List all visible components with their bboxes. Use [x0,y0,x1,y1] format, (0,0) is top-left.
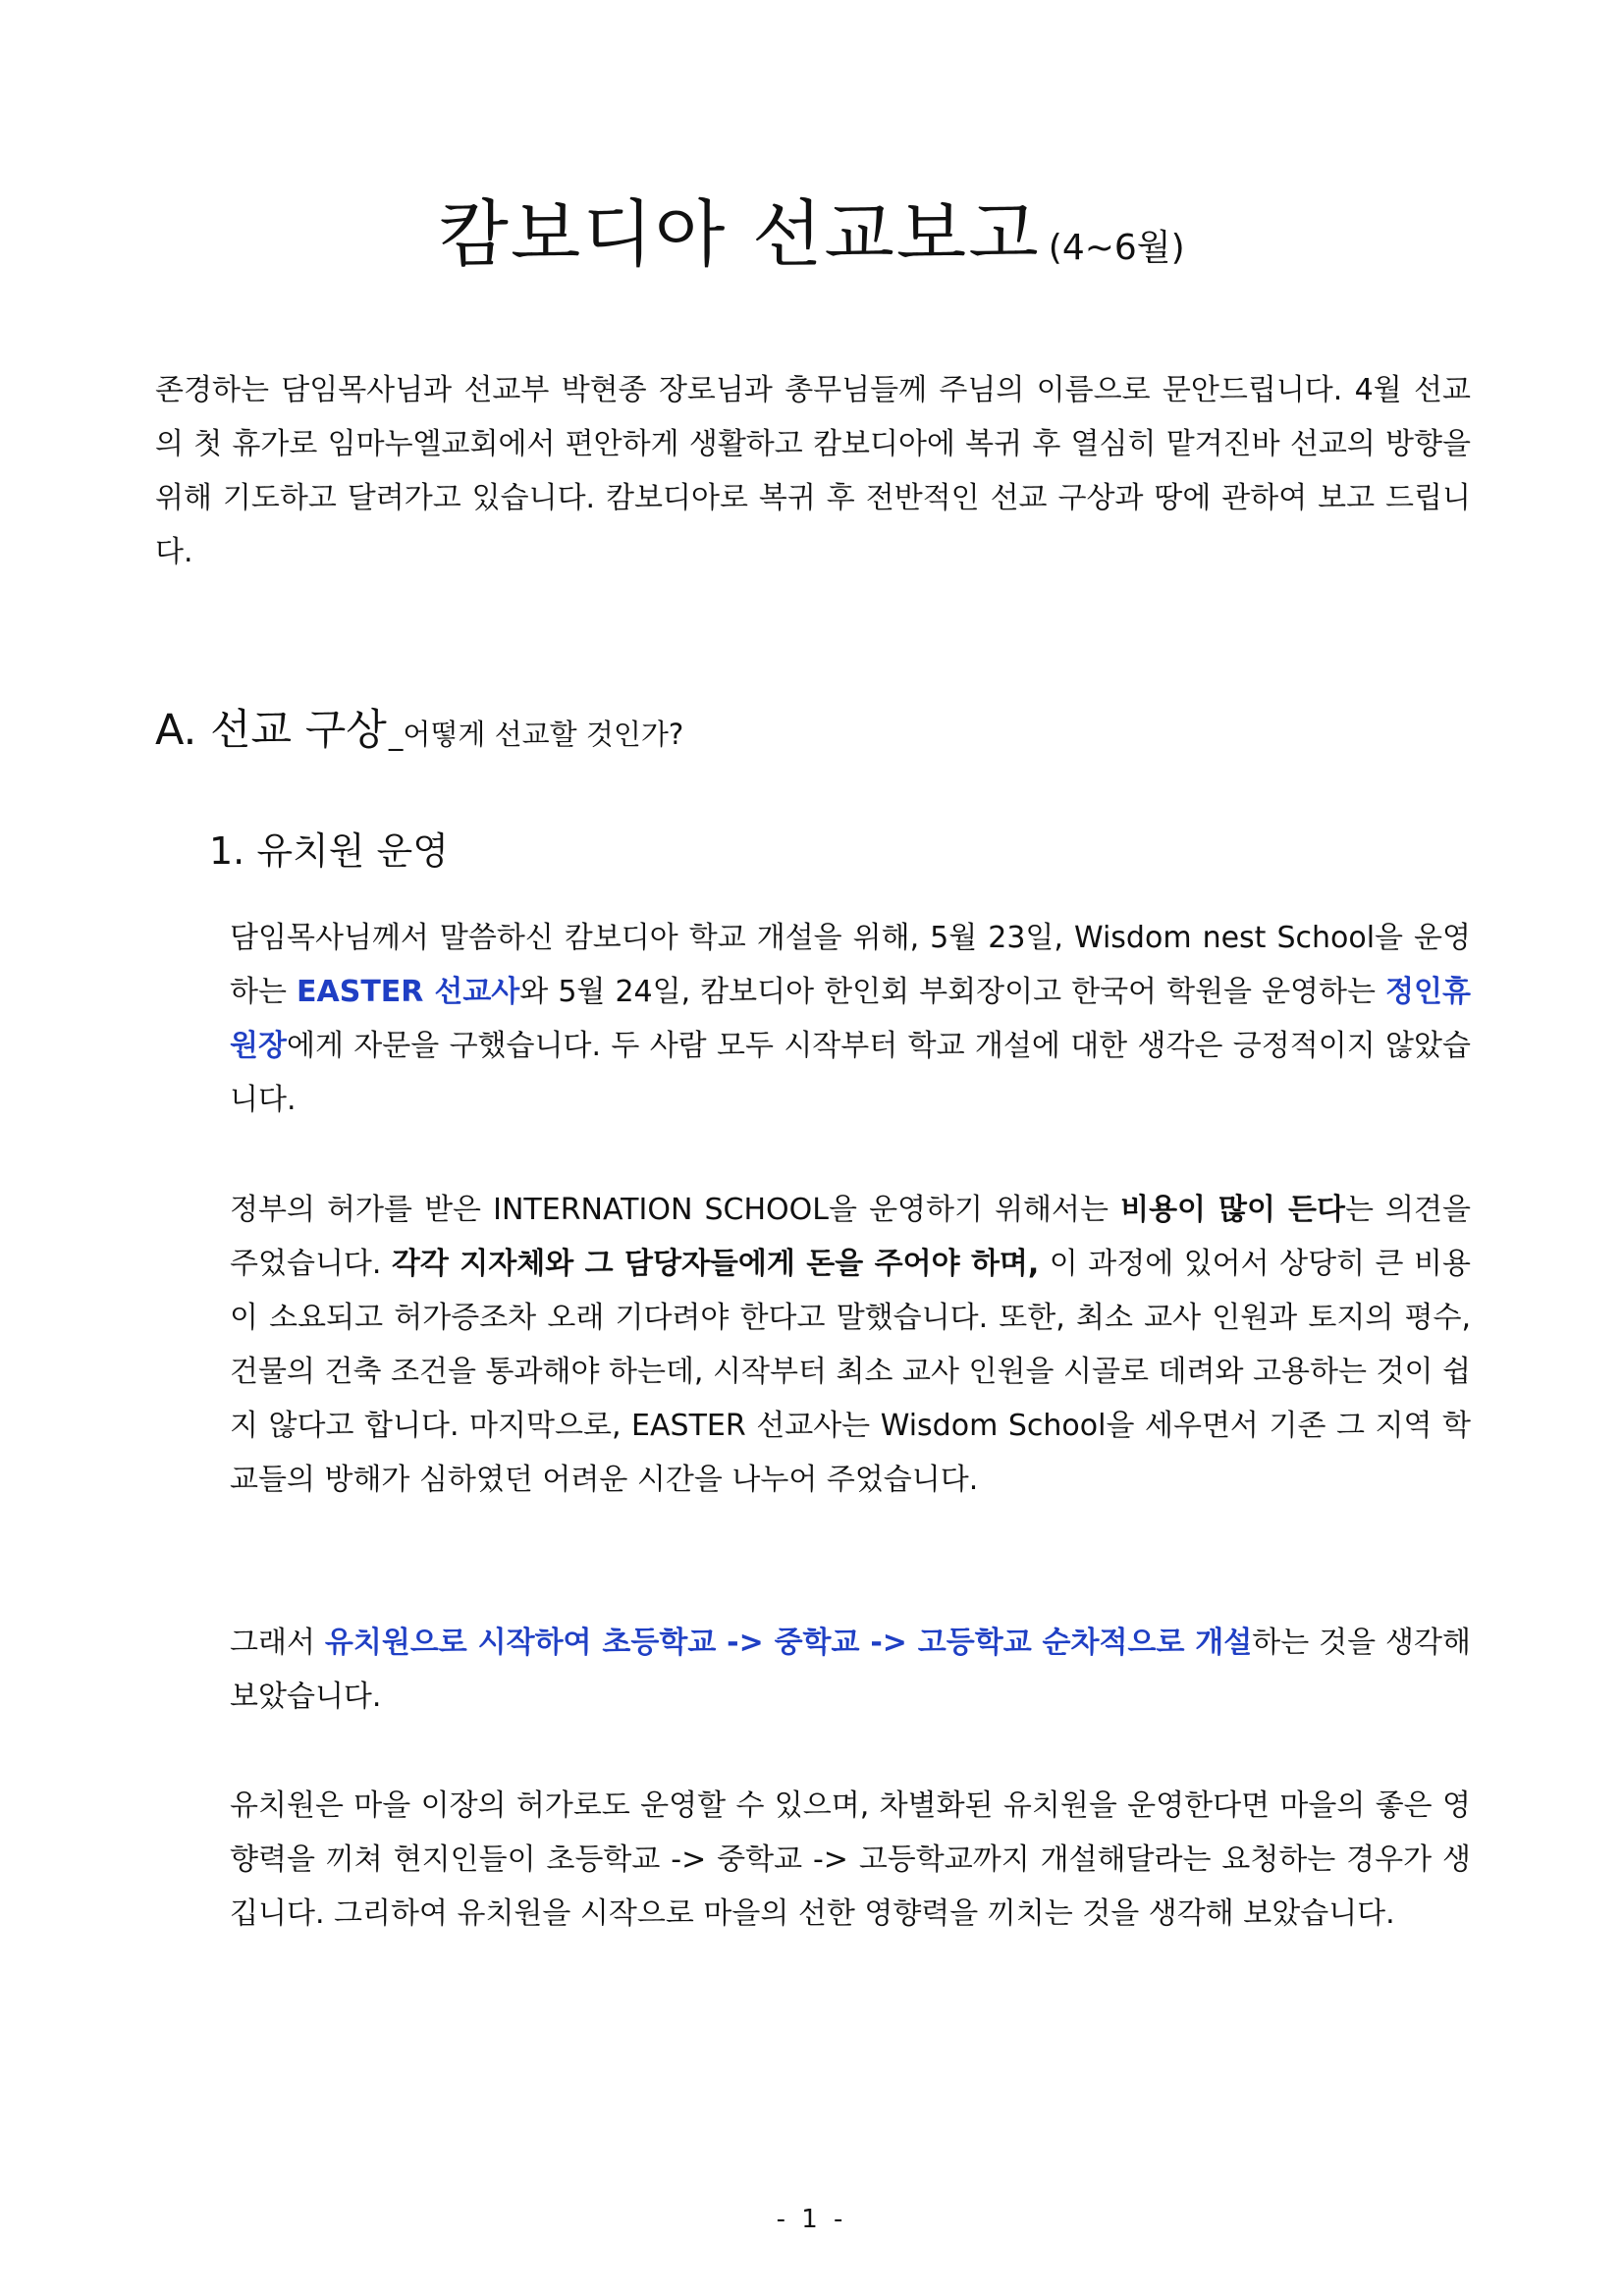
p1-text-3: 에게 자문을 구했습니다. 두 사람 모두 시작부터 학교 개설에 대한 생각은 긍정적이지 않았습니다. [230,1029,1471,1117]
p1-highlight-easter: EASTER 선교사 [297,975,520,1009]
p2-text-3: 이 과정에 있어서 상당히 큰 비용이 소요되고 허가증조차 오래 기다려야 한다고 말했습니다. 또한, 최소 교사 인원과 토지의 평수, 건물의 건축 조건을 통과해야 하는데, 시작부터 최소 교사 인원을 시골로 데려와 고용하는 것이 쉽지 않다고 합니다. 마지막으로, EASTER 선교사는 Wisdom School을 세우면서 기존 그 지역 학교들의 방해가 심하였던 어려운 시간을 나누어 주었습니다. [230,1247,1471,1497]
section-a-title: A. 선교 구상 [155,706,387,755]
p1-highlight-jung: 정인휴 원장 [230,975,1471,1063]
page-number: - 1 - [776,2205,847,2234]
document-title [0,177,1623,281]
p3-highlight-plan: 유치원으로 시작하여 초등학교 -> 중학교 -> 고등학교 순차적으로 개설 [324,1626,1253,1660]
paragraph-school-cost [230,1183,1471,1507]
paragraph-kindergarten: 유치원은 마을 이장의 허가로도 운영할 수 있으며, 차별화된 유치원을 운영한다면 마을의 좋은 영향력을 끼쳐 현지인들이 초등학교 -> 중학교 -> 고등학교까지 개설해달라는 요청하는 경우가 생깁니다. 그리하여 유치원을 시작으로 마을의 선한 영향력을 끼치는 것을 생각해 보았습니다. [230,1789,1471,1931]
section-a-heading [155,697,683,757]
p2-bold-bribe: 각각 지자체와 그 담당자들에게 돈을 주어야 하며, [391,1247,1040,1281]
title-period: (4~6월) [1048,228,1185,268]
p1-text-2: 와 5월 24일, 캄보디아 한인회 부회장이고 한국어 학원을 운영하는 [519,975,1386,1009]
intro-paragraph: 존경하는 담임목사님과 선교부 박현종 장로님과 총무님들께 주님의 이름으로 문안드립니다. 4월 선교의 첫 휴가로 임마누엘교회에서 편안하게 생활하고 캄보디아에 복귀 후 열심히 맡겨진바 선교의 방향을 위해 기도하고 달려가고 있습니다. 캄보디아로 복귀 후 전반적인 선교 구상과 땅에 관하여 보고 드립니다. [155,373,1471,569]
p3-text-1: 그래서 [230,1626,325,1660]
p2-text-2: 는 의견을 주었습니다. [230,1193,1471,1281]
p1-text-1: 담임목사님께서 말씀하신 캄보디아 학교 개설을 위해, 5월 23일, Wisdom nest School을 운영하는 [230,921,1471,1009]
paragraph-plan [230,1616,1471,1724]
p2-text-1: 정부의 허가를 받은 INTERNATION SCHOOL을 운영하기 위해서는 [230,1193,1121,1227]
p3-text-2: 하는 것을 생각해 보았습니다. [230,1626,1471,1714]
paragraph-consultation [230,911,1471,1127]
p2-bold-cost: 비용이 많이 든다 [1120,1193,1345,1227]
subsection-1-heading: 1. 유치원 운영 [209,829,449,873]
title-main: 캄보디아 선교보고 [438,192,1041,277]
section-a-subtitle: _어떻게 선교할 것인가? [388,718,684,751]
